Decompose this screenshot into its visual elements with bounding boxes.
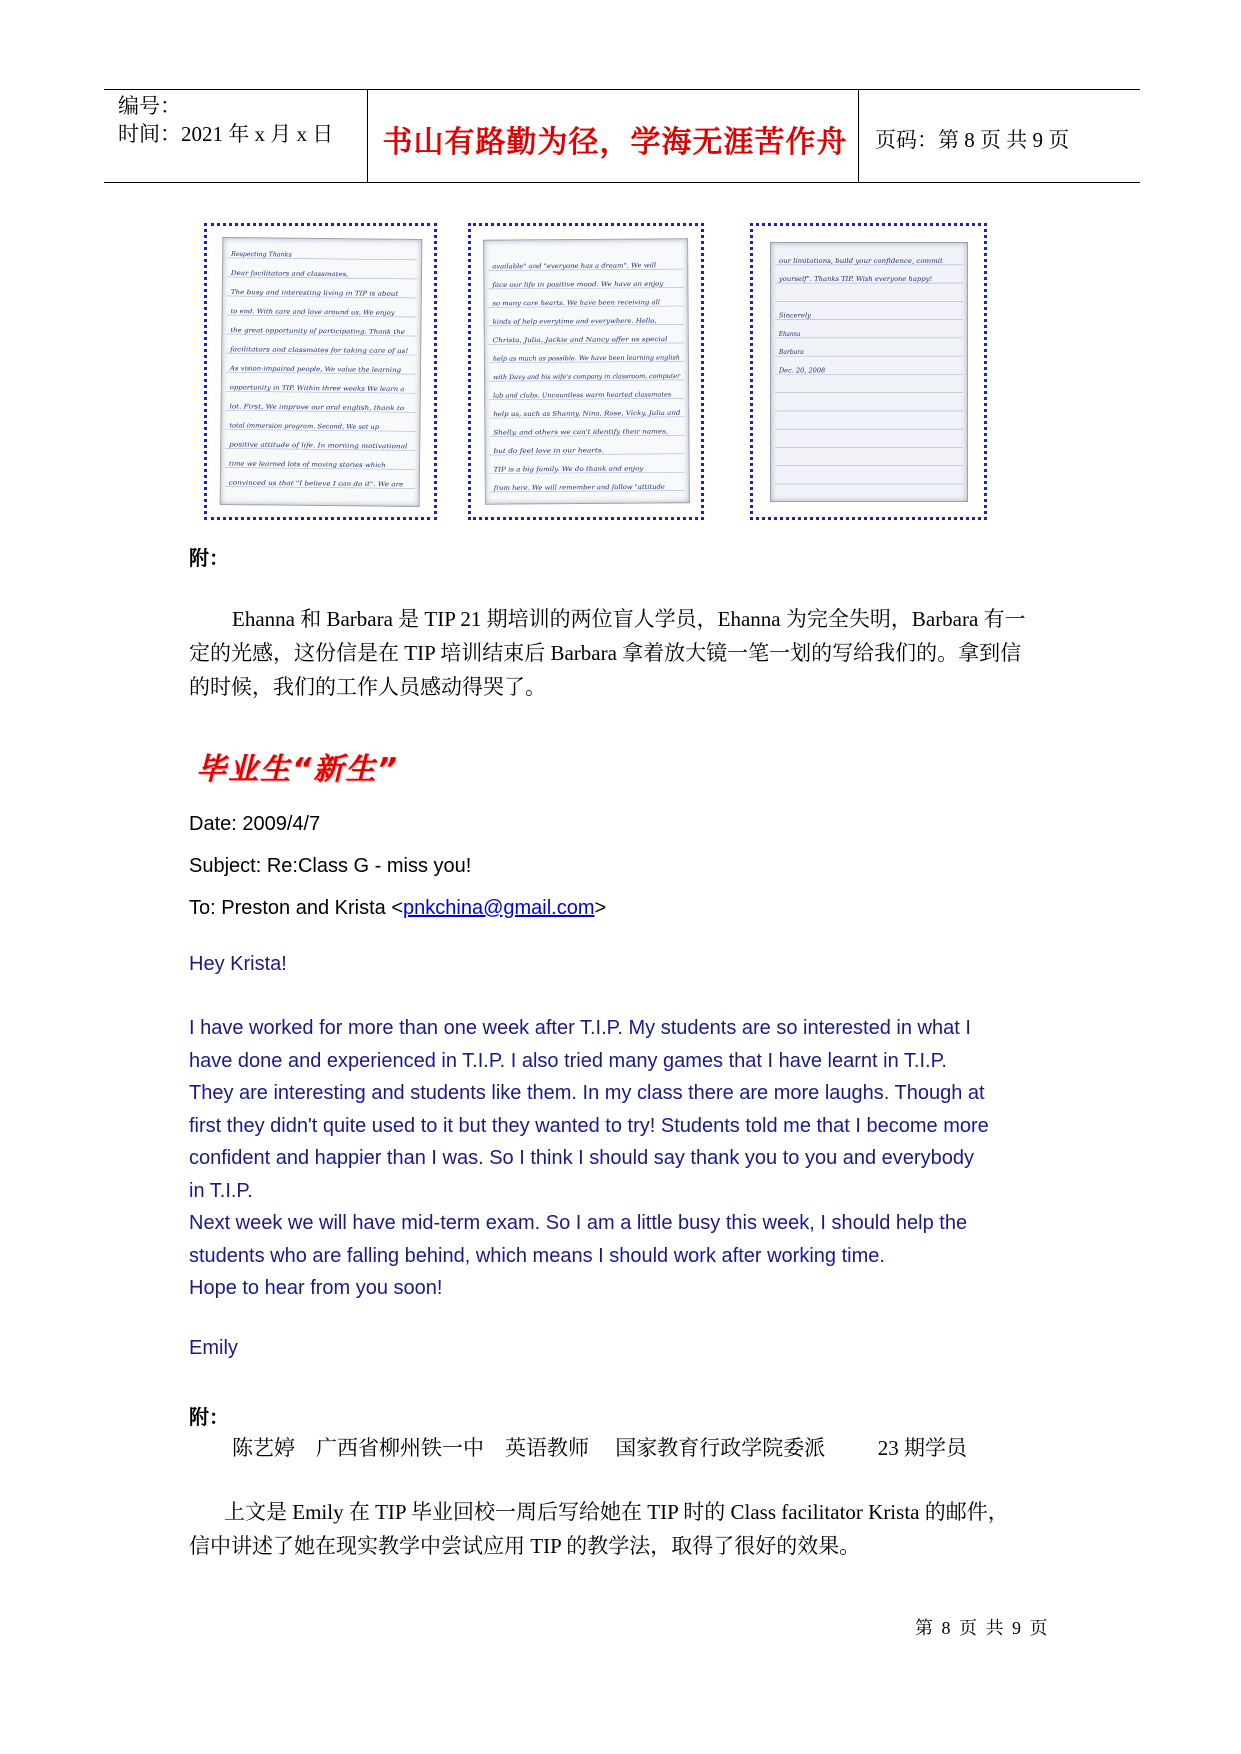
email-body xyxy=(189,1012,1069,1305)
email-subject: Subject: Re:Class G - miss you! xyxy=(189,855,472,877)
letter-handwriting-1 xyxy=(220,237,421,505)
handwritten-line: TIP is a big family. We do thank and enjoy xyxy=(493,465,628,474)
note2-line2: 信中讲述了她在现实教学中尝试应用 TIP 的教学法，取得了很好的效果。 xyxy=(189,1534,861,1558)
email-body-line: Hope to hear from you soon! xyxy=(189,1277,443,1299)
note1-label: 附： xyxy=(189,548,229,570)
email-to-suffix: > xyxy=(594,897,607,919)
header-top-rule xyxy=(104,89,1140,90)
page-footer: 第 8 页 共 9 页 xyxy=(915,1618,1050,1638)
note2-label: 附： xyxy=(189,1407,229,1429)
handwritten-line: Dec. 20, 2008 xyxy=(777,366,825,374)
email-address-link[interactable]: pnkchina@gmail.com xyxy=(403,897,595,919)
note2-line1: 上文是 Emily 在 TIP 毕业回校一周后写给她在 TIP 时的 Class facilitator Krista 的邮件， xyxy=(224,1500,1009,1524)
handwritten-line: Respecting Thanks xyxy=(230,250,292,259)
handwritten-line: lot. First, We improve our oral english, thank to xyxy=(229,402,383,412)
email-body-line: They are interesting and students like them. In my class there are more laughs. Though at xyxy=(189,1082,985,1104)
email-body-line: students who are falling behind, which means I should work after working time. xyxy=(189,1244,885,1267)
handwritten-line: but do feel love in our hearts. xyxy=(492,447,588,456)
letter-lines-3 xyxy=(774,256,962,483)
email-body-line: in T.I.P. xyxy=(189,1179,253,1202)
email-body-line: I have worked for more than one week after T.I.P. My students are so interested in what I xyxy=(189,1017,971,1039)
handwritten-line: Dear facilitators and classmates, xyxy=(230,269,336,278)
letter-handwriting-3 xyxy=(771,243,967,501)
letter-image-3 xyxy=(750,223,987,520)
handwritten-line: face our life in positive mood. We have an enjoy xyxy=(491,280,645,289)
email-signature: Emily xyxy=(189,1337,238,1359)
email-to-prefix: To: Preston and Krista < xyxy=(189,897,404,919)
handwritten-line: Christa, Julia, Jackie and Nancy offer us special xyxy=(492,336,645,345)
handwritten-line: total immersion program. Second, We set up xyxy=(228,421,373,431)
handwritten-line: As vision-impaired people, We value the learning xyxy=(229,364,387,374)
handwritten-line: available" and "everyone has a dream". We will xyxy=(491,262,644,271)
letter-lines-2 xyxy=(488,261,685,492)
handwritten-line: our limitations, build your confidence, commit xyxy=(778,257,927,265)
letter-image-1 xyxy=(204,223,437,520)
handwritten-line: help us, such as Shanny, Nina, Rose, Vicky, Julia and xyxy=(492,409,661,419)
section-title: 毕业生“新生” xyxy=(196,752,399,787)
letter-paper-2 xyxy=(483,238,690,504)
note1-line1: Ehanna 和 Barbara 是 TIP 21 期培训的两位盲人学员，Ehanna 为完全失明，Barbara 有一 xyxy=(232,607,1026,631)
handwritten-line: from here. We will remember and follow "attitude xyxy=(493,483,654,492)
handwritten-line: with Davy and his wife's company in classroom, computer xyxy=(492,372,679,382)
handwritten-line: yourself". Thanks TIP. Wish everyone happy! xyxy=(778,275,922,283)
header-page-number: 页码：第 8 页 共 9 页 xyxy=(875,128,1070,152)
handwritten-line: kinds of help everytime and everywhere. Hello, xyxy=(492,317,644,326)
note1-line2: 定的光感，这份信是在 TIP 培训结束后 Barbara 拿着放大镜一笔一划的写给我们的。拿到信 xyxy=(189,641,1022,665)
email-body-line: confident and happier than I was. So I think I should say thank you to you and everybody xyxy=(189,1147,974,1169)
letter-paper-3 xyxy=(770,242,968,502)
letter-paper-1 xyxy=(219,236,422,506)
handwritten-line: to end. With care and love around us, We enjoy xyxy=(230,307,382,317)
letter-lines-1 xyxy=(224,249,417,488)
email-body-line: Next week we will have mid-term exam. So I am a little busy this week, I should help the xyxy=(189,1212,968,1234)
header-divider-left xyxy=(367,89,368,183)
handwritten-line: Shelly, and others we can't identify their names, xyxy=(492,428,648,437)
handwritten-line: Sincerely xyxy=(778,312,809,320)
letter-handwriting-2 xyxy=(484,239,689,503)
handwritten-line: time we learned lots of moving stories which xyxy=(228,460,373,469)
email-greeting: Hey Krista! xyxy=(189,953,287,975)
header-serial: 编号： xyxy=(118,94,181,118)
handwritten-line: lab and clubs. Uncountless warm hearted classmates xyxy=(492,391,664,400)
header-time: 时间：2021 年 x 月 x 日 xyxy=(118,122,334,146)
handwritten-line: facilitators and classmates for taking care of us! xyxy=(229,345,385,355)
header-bottom-rule xyxy=(104,182,1140,183)
handwritten-line: help as much as possible. We have been learning english xyxy=(492,354,675,363)
handwritten-line: opportunity in TIP. Within three weeks We learn a xyxy=(229,383,389,393)
handwritten-line: Ehanna xyxy=(778,330,803,338)
handwritten-line: positive attitude of life. In morning motivational xyxy=(228,440,383,450)
note1-line3: 的时候，我们的工作人员感动得哭了。 xyxy=(189,675,546,699)
email-body-line: have done and experienced in T.I.P. I also tried many games that I have learnt in T.I.P. xyxy=(189,1049,947,1072)
note2-author: 陈艺婷 广西省柳州铁一中 英语教师 国家教育行政学院委派 23 期学员 xyxy=(232,1436,967,1460)
handwritten-line: the great opportunity of participating. Thank the xyxy=(229,326,387,336)
email-body-line: first they didn't quite used to it but they wanted to try! Students told me that I become more xyxy=(189,1114,989,1137)
handwritten-line: so many care hearts. We have been receiving all xyxy=(491,299,648,308)
letter-image-2 xyxy=(468,223,704,520)
handwritten-line: convinced us that "I believe I can do it". We are xyxy=(228,479,381,488)
handwritten-line: Barbara xyxy=(778,348,805,356)
handwritten-line: The busy and interesting living in TIP is about xyxy=(230,288,379,298)
header-motto: 书山有路勤为径，学海无涯苦作舟 xyxy=(382,126,848,159)
email-to xyxy=(189,897,606,920)
email-date: Date: 2009/4/7 xyxy=(189,813,321,835)
